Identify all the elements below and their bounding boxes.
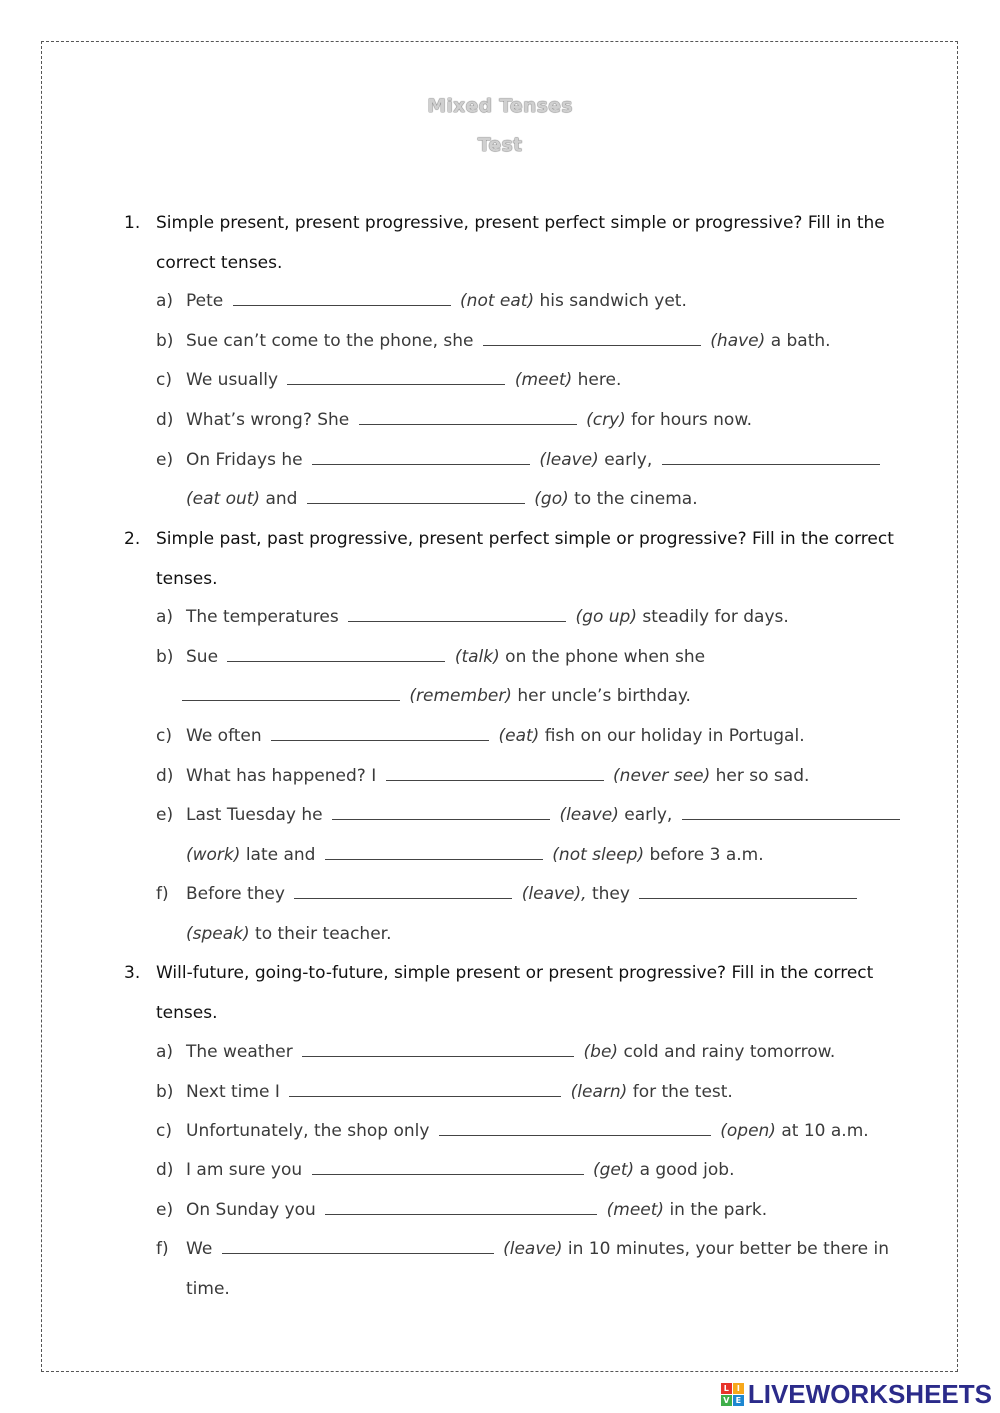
answer-blank[interactable]	[289, 1095, 561, 1097]
answer-blank[interactable]	[312, 463, 530, 465]
exercise-item: d) What’s wrong? She (cry) for hours now.	[156, 410, 753, 430]
answer-blank[interactable]	[682, 818, 900, 820]
exercise-item: f) We (leave) in 10 minutes, your better be there in	[156, 1239, 890, 1259]
exercise-item: c) Unfortunately, the shop only (open) at 10 a.m.	[156, 1121, 869, 1141]
exercise-item-continued: (eat out) and (go) to the cinema.	[186, 489, 698, 509]
answer-blank[interactable]	[227, 660, 445, 662]
exercise-item: f) Before they (leave), they	[156, 884, 861, 904]
answer-blank[interactable]	[302, 1055, 574, 1057]
answer-blank[interactable]	[271, 739, 489, 741]
exercise-item: d) What has happened? I (never see) her so sad.	[156, 766, 810, 786]
exercise-item: a) Pete (not eat) his sandwich yet.	[156, 291, 687, 311]
exercise-item: e) On Sunday you (meet) in the park.	[156, 1200, 768, 1220]
section-instruction: Simple present, present progressive, present perfect simple or progressive? Fill in the correct tenses.	[156, 213, 885, 273]
logo-letter: L	[721, 1383, 732, 1394]
answer-blank[interactable]	[325, 1213, 597, 1215]
logo-letter: E	[733, 1395, 744, 1406]
exercise-item: c) We often (eat) fish on our holiday in Portugal.	[156, 726, 805, 746]
logo-mark-icon	[721, 1383, 744, 1406]
answer-blank[interactable]	[348, 620, 566, 622]
exercise-item-continued: (speak) to their teacher.	[186, 924, 392, 944]
section-number: 3.	[124, 963, 141, 983]
liveworksheets-logo	[721, 1378, 992, 1410]
exercise-item-continued: time.	[186, 1279, 230, 1299]
logo-letter: V	[721, 1395, 732, 1406]
exercise-item: a) The temperatures (go up) steadily for days.	[156, 607, 789, 627]
answer-blank[interactable]	[639, 897, 857, 899]
answer-blank[interactable]	[439, 1134, 711, 1136]
exercise-item: c) We usually (meet) here.	[156, 370, 622, 390]
exercise-item: b) Next time I (learn) for the test.	[156, 1082, 733, 1102]
exercise-item: b) Sue (talk) on the phone when she	[156, 647, 706, 667]
answer-blank[interactable]	[182, 699, 400, 701]
logo-text: LIVEWORKSHEETS	[747, 1378, 992, 1409]
answer-blank[interactable]	[325, 858, 543, 860]
exercise-item: e) On Fridays he (leave) early,	[156, 450, 884, 470]
worksheet-title: Mixed Tenses	[427, 95, 573, 117]
answer-blank[interactable]	[294, 897, 512, 899]
exercise-item: a) The weather (be) cold and rainy tomorrow.	[156, 1042, 836, 1062]
answer-blank[interactable]	[287, 383, 505, 385]
exercise-item: b) Sue can’t come to the phone, she (have) a bath.	[156, 331, 831, 351]
logo-letter: I	[733, 1383, 744, 1394]
answer-blank[interactable]	[359, 423, 577, 425]
worksheet-subtitle: Test	[477, 134, 523, 156]
answer-blank[interactable]	[662, 463, 880, 465]
answer-blank[interactable]	[332, 818, 550, 820]
answer-blank[interactable]	[307, 502, 525, 504]
exercise-item: e) Last Tuesday he (leave) early,	[156, 805, 904, 825]
section-instruction: Will-future, going-to-future, simple present or present progressive? Fill in the correct tenses.	[156, 963, 874, 1023]
answer-blank[interactable]	[386, 779, 604, 781]
section-number: 2.	[124, 529, 141, 549]
section-instruction: Simple past, past progressive, present perfect simple or progressive? Fill in the correct tenses.	[156, 529, 894, 589]
answer-blank[interactable]	[233, 304, 451, 306]
exercise-item: d) I am sure you (get) a good job.	[156, 1160, 735, 1180]
answer-blank[interactable]	[222, 1252, 494, 1254]
answer-blank[interactable]	[312, 1173, 584, 1175]
exercise-item-continued: (work) late and (not sleep) before 3 a.m.	[186, 845, 764, 865]
section-number: 1.	[124, 213, 141, 233]
exercise-item-continued: (remember) her uncle’s birthday.	[182, 686, 691, 706]
answer-blank[interactable]	[483, 344, 701, 346]
